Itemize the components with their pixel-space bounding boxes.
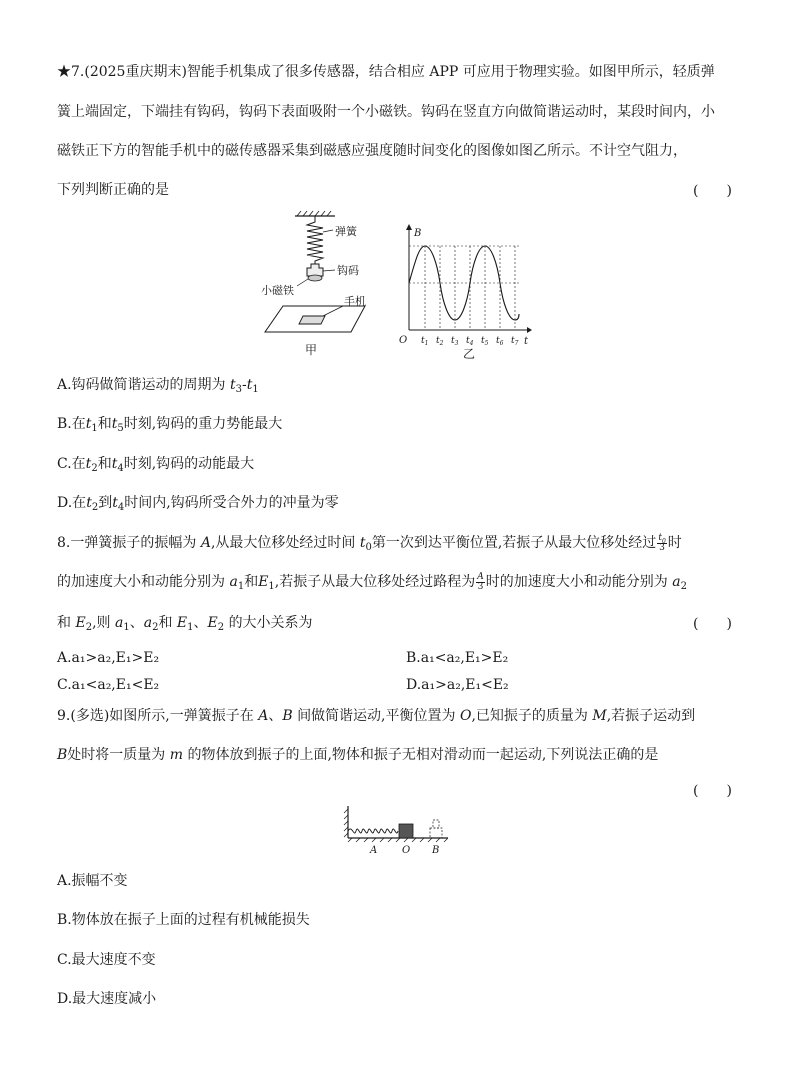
label-weight: 钩码 [337, 264, 359, 277]
q9-answer-paren: ( ) [693, 783, 732, 799]
q8-frac-t0-3: $\frac{t_0}{3}$ [658, 532, 666, 553]
tick-t5: $t_5$ [481, 336, 489, 347]
caption-jia: 甲 [305, 343, 318, 357]
q8-option-a[interactable]: A.a₁>a₂,E₁>E₂ [57, 650, 160, 666]
q9-stem-line2: B处时将一质量为 m 的物体放到振子的上面,物体和振子无相对滑动而一起运动,下列说法正确的是 [57, 747, 659, 763]
q7-option-b-text1: B.在 [57, 416, 86, 432]
tick-t1: $t_1$ [421, 336, 429, 347]
q7-stem-line1: ★7.(2025重庆期末)智能手机集成了很多传感器，结合相应 APP 可应用于物理实验。如图甲所示，轻质弹 [57, 64, 715, 80]
axis-t: t [524, 336, 529, 347]
q7-answer-paren: ( ) [693, 183, 732, 199]
q7-figure-yi [395, 222, 540, 360]
hook-weight [307, 264, 323, 276]
caption-yi: 乙 [463, 347, 476, 360]
phone [299, 316, 325, 324]
q7-option-b[interactable]: B.在$t_1$和$t_5$时刻,钩码的重力势能最大 [57, 416, 283, 434]
q7-option-a[interactable]: A.钩码做简谐运动的周期为 $t_3-t_1$ [57, 377, 259, 395]
q9-block-b [430, 828, 442, 838]
q9-option-d[interactable]: D.最大速度减小 [57, 991, 157, 1007]
q7-option-c-text3: 时刻,钩码的动能最大 [123, 456, 255, 472]
q8-frac-a-3: $\frac{A}{3}$ [477, 571, 484, 592]
q7-option-d-text2: 到 [98, 495, 113, 511]
q8-option-c[interactable]: C.a₁<a₂,E₁<E₂ [57, 677, 160, 693]
q8-stem-line3: 和 $E_2$,则 $a_1$、$a_2$和 $E_1$、$E_2$ 的大小关系为 [57, 615, 313, 633]
q7-stem-line3: 磁铁正下方的智能手机中的磁传感器采集到磁感应强度随时间变化的图像如图乙所示。不计空气阻力， [57, 143, 687, 159]
label-phone: 手机 [344, 295, 366, 308]
q7-stem-line2: 簧上端固定，下端挂有钩码，钩码下表面吸附一个小磁铁。钩码在竖直方向做简谐运动时，某段时间内，小 [57, 104, 715, 120]
spring [307, 216, 323, 264]
origin: O [399, 335, 408, 346]
q7-option-c[interactable]: C.在$t_2$和$t_4$时刻,钩码的动能最大 [57, 456, 255, 474]
q8-stem-line2: 的加速度大小和动能分别为 $a_1$和$E_1$,若振子从最大位移处经过路程为 $\frac{A}{3}$ 时的加速度大小和动能分别为 $a_2$ [57, 571, 687, 592]
q9-label-a: A [370, 845, 378, 856]
tick-t2: $t_2$ [436, 336, 444, 347]
q9-stem-line1: 9.(多选)如图所示,一弹簧振子在 A、B 间做简谐运动,平衡位置为 O,已知振子的质量为 M,若振子运动到 [57, 708, 696, 724]
q7-option-a-text: A.钩码做简谐运动的周期为 [57, 377, 226, 393]
q7-option-c-text1: C.在 [57, 456, 86, 472]
axis-b: B [414, 228, 422, 239]
q7-option-b-text2: 和 [97, 416, 112, 432]
tick-t4: $t_4$ [466, 336, 474, 347]
label-spring: 弹簧 [335, 225, 357, 238]
q7-option-c-text2: 和 [97, 456, 112, 472]
q9-option-c[interactable]: C.最大速度不变 [57, 952, 156, 968]
q7-option-b-text3: 时刻,钩码的重力势能最大 [123, 416, 283, 432]
q8-option-b[interactable]: B.a₁<a₂,E₁>E₂ [406, 650, 509, 666]
tick-t7: $t_7$ [511, 336, 519, 347]
tick-t6: $t_6$ [496, 336, 504, 347]
label-magnet: 小磁铁 [261, 284, 294, 297]
q9-label-b: B [432, 845, 440, 856]
q7-option-d-text3: 时间内,钩码所受合外力的冲量为零 [124, 495, 339, 511]
q7-figure-jia [255, 208, 385, 360]
q9-option-b[interactable]: B.物体放在振子上面的过程有机械能损失 [57, 912, 310, 928]
q9-figure [338, 800, 456, 858]
q8-option-d[interactable]: D.a₁>a₂,E₁<E₂ [406, 677, 509, 693]
tick-t3: $t_3$ [451, 336, 459, 347]
q9-spring [348, 829, 398, 833]
q9-label-o: O [402, 845, 411, 856]
q7-stem-line4: 下列判断正确的是 [57, 182, 169, 198]
q7-option-d[interactable]: D.在$t_2$到$t_4$时间内,钩码所受合外力的冲量为零 [57, 495, 339, 513]
q7-option-d-text1: D.在 [57, 495, 87, 511]
q9-oscillator [399, 824, 413, 838]
small-magnet [308, 275, 322, 281]
q9-option-a[interactable]: A.振幅不变 [57, 873, 128, 889]
q8-answer-paren: ( ) [693, 616, 732, 632]
q8-stem-line1: 8.一弹簧振子的振幅为 A,从最大位移处经过时间 $t_0$第一次到达平衡位置,若振子从最大位移处经过 $\frac{t_0}{3}$ 时 [57, 532, 682, 553]
